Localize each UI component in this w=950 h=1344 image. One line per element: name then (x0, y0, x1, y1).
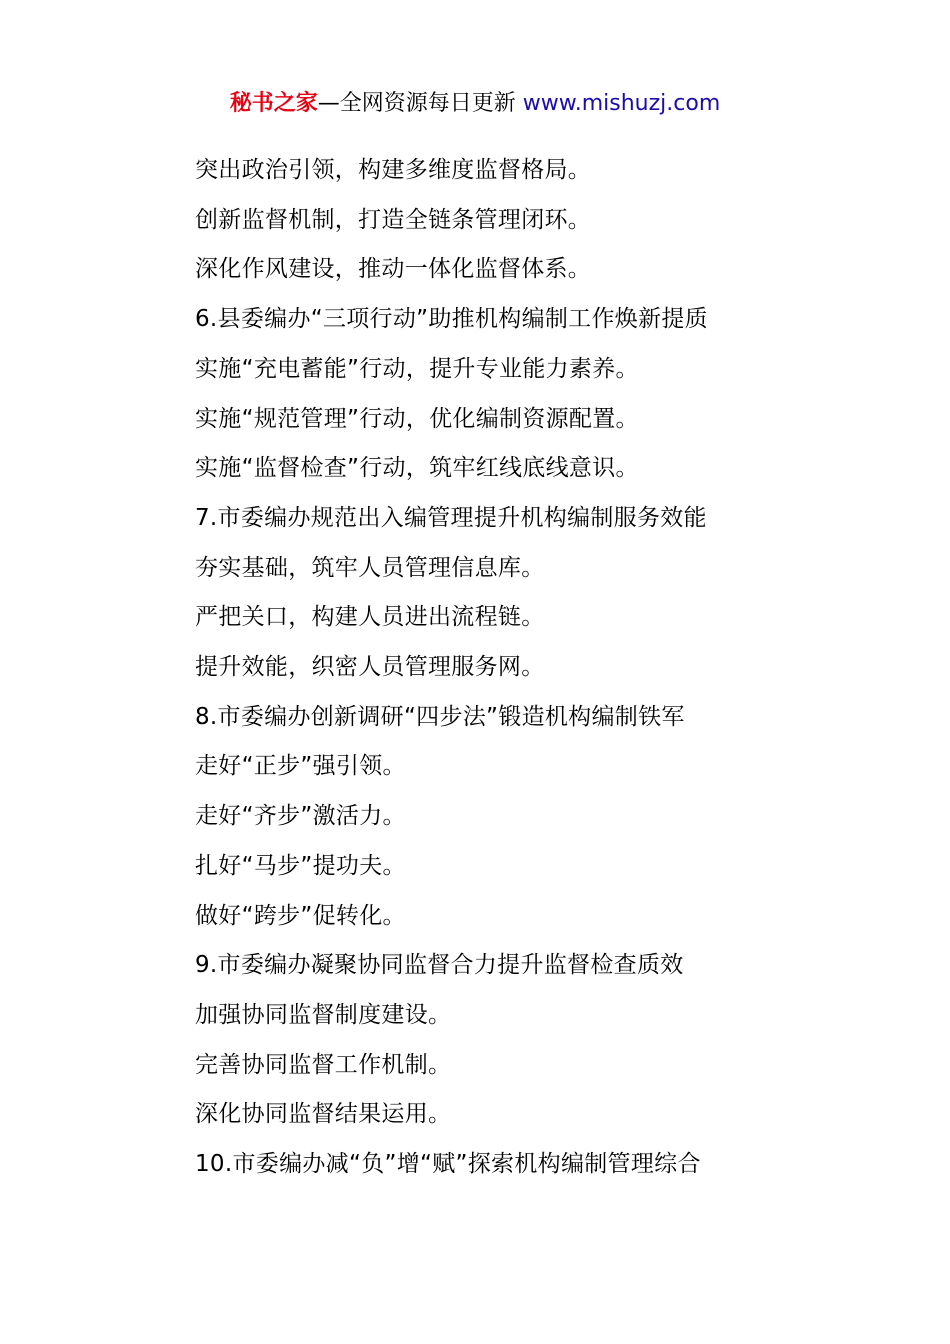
text-line: 完善协同监督工作机制。 (195, 1051, 452, 1078)
section-heading: 8.市委编办创新调研“四步法”锻造机构编制铁军 (195, 703, 685, 730)
text-line: 深化协同监督结果运用。 (195, 1101, 452, 1128)
text-line: 走好“齐步”激活力。 (195, 803, 406, 830)
header-tagline: —全网资源每日更新 (317, 91, 523, 116)
section-heading: 10.市委编办减“负”增“赋”探索机构编制管理综合 (195, 1151, 701, 1178)
text-line: 做好“跨步”促转化。 (195, 902, 406, 929)
text-line: 严把关口，构建人员进出流程链。 (195, 604, 545, 631)
document-body (195, 146, 895, 1190)
text-line: 加强协同监督制度建设。 (195, 1001, 452, 1028)
section-heading: 9.市委编办凝聚协同监督合力提升监督检查质效 (195, 952, 684, 979)
text-line: 创新监督机制，打造全链条管理闭环。 (195, 206, 592, 233)
text-line: 实施“监督检查”行动，筑牢红线底线意识。 (195, 455, 639, 482)
text-line: 夯实基础，筑牢人员管理信息库。 (195, 554, 545, 581)
text-line: 提升效能，织密人员管理服务网。 (195, 654, 545, 681)
brand-name: 秘书之家 (229, 91, 318, 116)
text-line: 走好“正步”强引领。 (195, 753, 406, 780)
section-heading: 7.市委编办规范出入编管理提升机构编制服务效能 (195, 504, 707, 531)
text-line: 实施“充电蓄能”行动，提升专业能力素养。 (195, 355, 639, 382)
section-heading: 6.县委编办“三项行动”助推机构编制工作焕新提质 (195, 306, 708, 333)
text-line: 突出政治引领，构建多维度监督格局。 (195, 157, 592, 183)
text-line: 实施“规范管理”行动，优化编制资源配置。 (195, 405, 639, 432)
page-header (0, 88, 950, 120)
text-line: 扎好“马步”提功夫。 (195, 852, 406, 879)
text-line: 深化作风建设，推动一体化监督体系。 (195, 256, 592, 283)
site-link[interactable]: www.mishuzj.com (522, 91, 721, 116)
